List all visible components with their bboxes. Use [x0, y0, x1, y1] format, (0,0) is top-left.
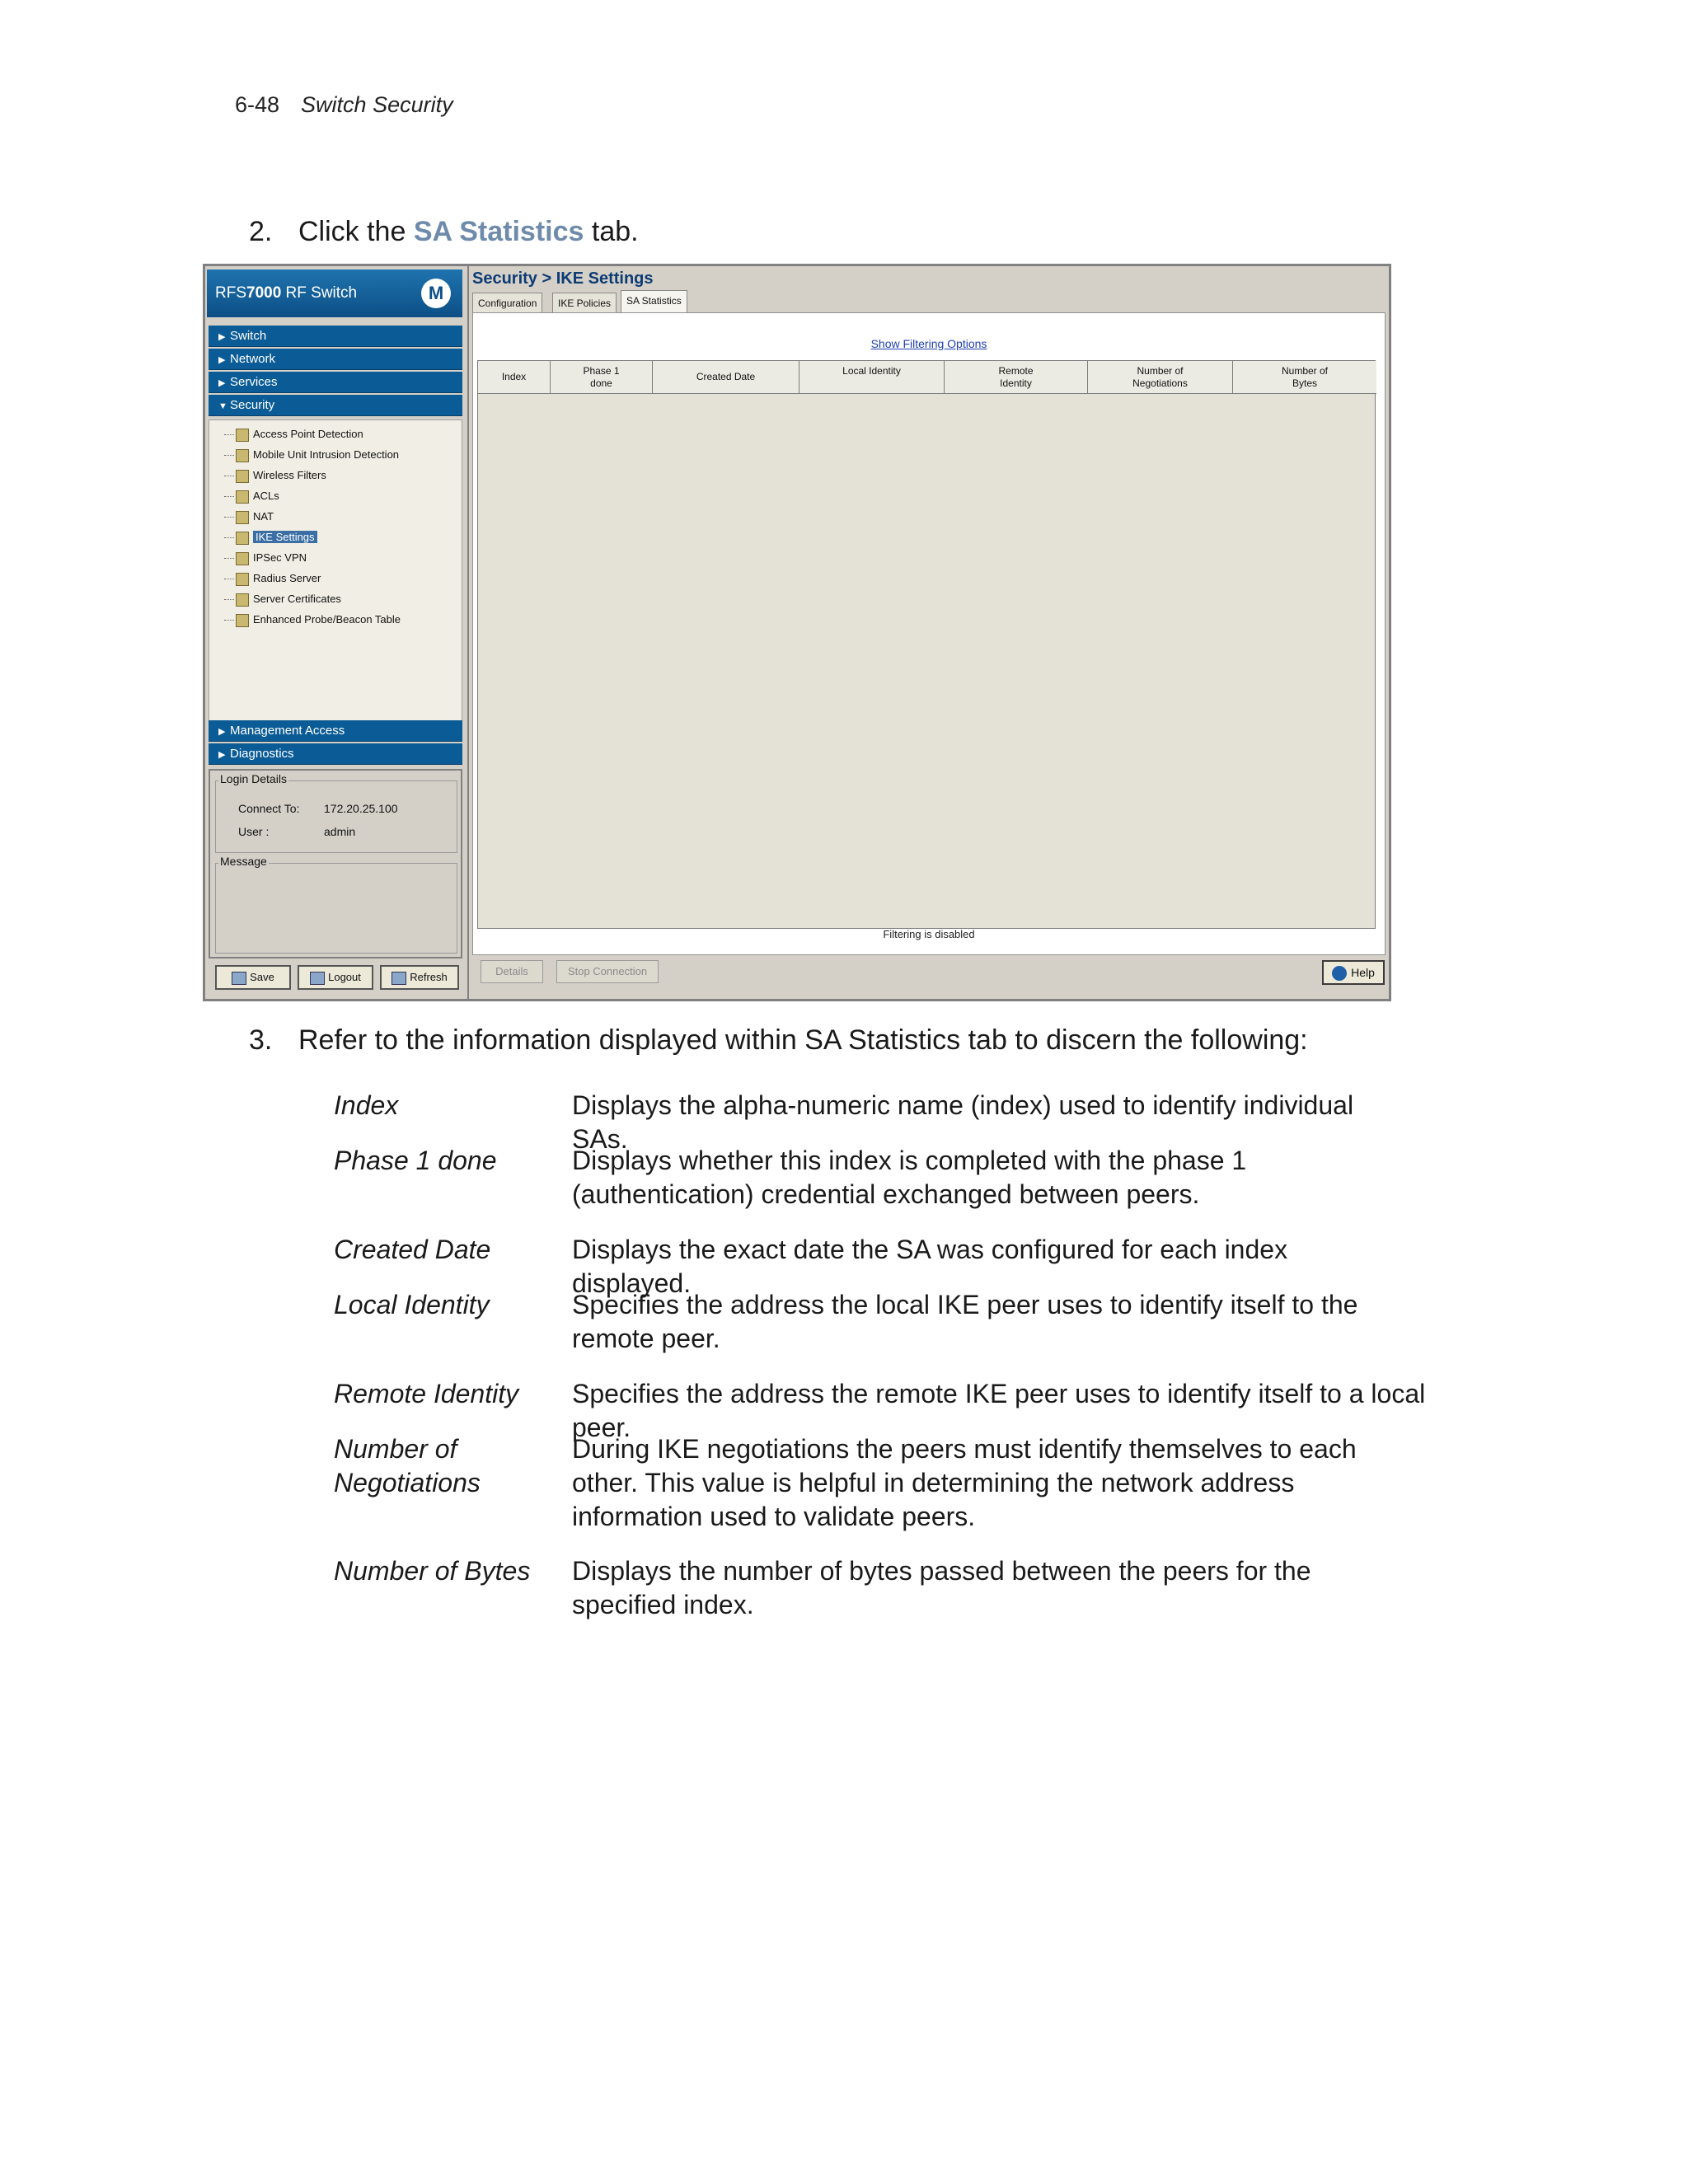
term-local-identity: Local Identity [334, 1290, 490, 1319]
motorola-logo-icon: M [421, 279, 451, 308]
nav-switch[interactable] [209, 326, 462, 347]
chevron-right-icon: ▶ [218, 727, 226, 737]
term-number-of-negotiations: Number of Negotiations [334, 1434, 481, 1497]
app-title-prefix: RFS [215, 284, 246, 302]
login-details-label: Login Details [220, 772, 287, 785]
step-3 [249, 1024, 1308, 1057]
app-title-model: 7000 [246, 284, 282, 302]
chevron-right-icon: ▶ [218, 355, 226, 365]
stop-connection-button[interactable]: Stop Connection [556, 960, 659, 983]
tree-item-ike-settings[interactable]: IKE Settings [224, 528, 317, 546]
step-2 [249, 216, 639, 248]
tree-item-mu-intrusion-detection[interactable]: Mobile Unit Intrusion Detection [224, 446, 399, 464]
column-header-created-date[interactable]: Created Date [653, 361, 799, 394]
column-header-local-identity[interactable]: Local Identity [799, 361, 945, 394]
nav-services[interactable] [209, 372, 462, 393]
filter-icon [236, 470, 249, 483]
panel-title: Security > IKE Settings [472, 269, 654, 288]
connect-to-label: Connect To: [238, 802, 300, 815]
column-header-number-of-negotiations[interactable]: Number of Negotiations [1088, 361, 1233, 394]
column-header-remote-identity[interactable]: Remote Identity [945, 361, 1088, 394]
desc-index: Displays the alpha-numeric name (index) used to identify individual SAs. [572, 1090, 1354, 1154]
nat-icon [236, 511, 249, 524]
step-number: 2. [249, 216, 273, 247]
term-index: Index [334, 1090, 399, 1120]
certificate-icon [236, 593, 249, 607]
logout-icon [310, 972, 325, 985]
nav-label: Network [230, 352, 276, 366]
tree-item-ipsec-vpn[interactable]: IPSec VPN [224, 549, 307, 567]
server-icon [236, 573, 249, 586]
tab-configuration[interactable]: Configuration [472, 293, 542, 312]
column-header-index[interactable]: Index [478, 361, 551, 394]
desc-number-of-negotiations: During IKE negotiations the peers must identify themselves to each other. This value is helpful in determining the network address information used to validate peers. [572, 1434, 1357, 1531]
details-button[interactable]: Details [481, 960, 543, 983]
desc-local-identity: Specifies the address the local IKE peer uses to identify itself to the remote peer. [572, 1290, 1358, 1353]
app-title-suffix: RF Switch [281, 284, 358, 302]
tab-ike-policies[interactable]: IKE Policies [552, 293, 617, 312]
nav-security[interactable] [209, 395, 462, 416]
help-button[interactable]: Help [1322, 960, 1385, 985]
step-highlight: SA Statistics [413, 216, 584, 247]
desc-number-of-bytes: Displays the number of bytes passed between the peers for the specified index. [572, 1556, 1311, 1619]
desc-created-date: Displays the exact date the SA was configured for each index displayed. [572, 1235, 1288, 1298]
desc-phase-1-done: Displays whether this index is completed with the phase 1 (authentication) credential exchanged between peers. [572, 1146, 1247, 1209]
chevron-right-icon: ▶ [218, 378, 226, 388]
page-number: 6-48 [235, 92, 280, 117]
show-filtering-options-link[interactable]: Show Filtering Options [870, 337, 987, 350]
message-label: Message [220, 855, 267, 868]
help-icon [1332, 966, 1347, 981]
column-header-number-of-bytes[interactable]: Number of Bytes [1233, 361, 1376, 394]
nav-management-access[interactable] [209, 720, 462, 742]
security-tree [209, 419, 462, 733]
tree-item-server-certificates[interactable]: Server Certificates [224, 590, 341, 608]
nav-label: Management Access [230, 724, 345, 738]
nav-diagnostics[interactable] [209, 743, 462, 765]
logout-button[interactable]: Logout [298, 965, 373, 990]
tree-item-radius-server[interactable]: Radius Server [224, 569, 321, 588]
term-number-of-bytes: Number of Bytes [334, 1556, 531, 1586]
user-label: User : [238, 825, 270, 838]
table-icon [236, 614, 249, 627]
chevron-down-icon: ▼ [218, 401, 227, 411]
chevron-right-icon: ▶ [218, 750, 226, 760]
desc-remote-identity: Specifies the address the remote IKE peer uses to identify itself to a local peer. [572, 1379, 1426, 1442]
step-number: 3. [249, 1024, 273, 1056]
step-text: Refer to the information displayed within SA Statistics tab to discern the following: [298, 1024, 1308, 1056]
chevron-right-icon: ▶ [218, 332, 226, 342]
column-header-phase-1-done[interactable]: Phase 1 done [551, 361, 653, 394]
step-text-post: tab. [584, 216, 639, 247]
acl-icon [236, 490, 249, 504]
sa-statistics-table [477, 360, 1376, 929]
nav-label: Switch [230, 329, 267, 343]
intrusion-icon [236, 449, 249, 462]
term-created-date: Created Date [334, 1235, 491, 1264]
term-remote-identity: Remote Identity [334, 1379, 519, 1408]
left-panel [205, 266, 469, 999]
chapter-title: Switch Security [301, 92, 453, 117]
tree-item-access-point-detection[interactable]: Access Point Detection [224, 425, 363, 443]
nav-label: Security [230, 398, 275, 412]
filter-status: Filtering is disabled [883, 928, 975, 940]
tree-item-acls[interactable]: ACLs [224, 487, 279, 505]
refresh-button[interactable]: Refresh [380, 965, 459, 990]
login-details-panel [209, 769, 462, 958]
save-icon [232, 972, 246, 985]
detection-icon [236, 429, 249, 442]
page-header [235, 92, 453, 118]
term-phase-1-done: Phase 1 done [334, 1146, 497, 1175]
tree-item-nat[interactable]: NAT [224, 508, 274, 526]
nav-network[interactable] [209, 349, 462, 370]
right-panel [469, 266, 1389, 999]
save-button[interactable]: Save [215, 965, 291, 990]
step-text-pre: Click the [298, 216, 414, 247]
user-value: admin [324, 825, 356, 838]
tab-sa-statistics[interactable]: SA Statistics [621, 290, 687, 313]
tree-item-wireless-filters[interactable]: Wireless Filters [224, 466, 326, 485]
app-title [207, 269, 462, 317]
vpn-icon [236, 552, 249, 565]
refresh-icon [392, 972, 406, 985]
nav-label: Diagnostics [230, 747, 294, 761]
connect-to-value: 172.20.25.100 [324, 802, 398, 815]
tree-item-probe-beacon-table[interactable]: Enhanced Probe/Beacon Table [224, 611, 401, 629]
ui-screenshot [203, 264, 1391, 1001]
nav-label: Services [230, 375, 278, 389]
lock-icon [236, 532, 249, 545]
